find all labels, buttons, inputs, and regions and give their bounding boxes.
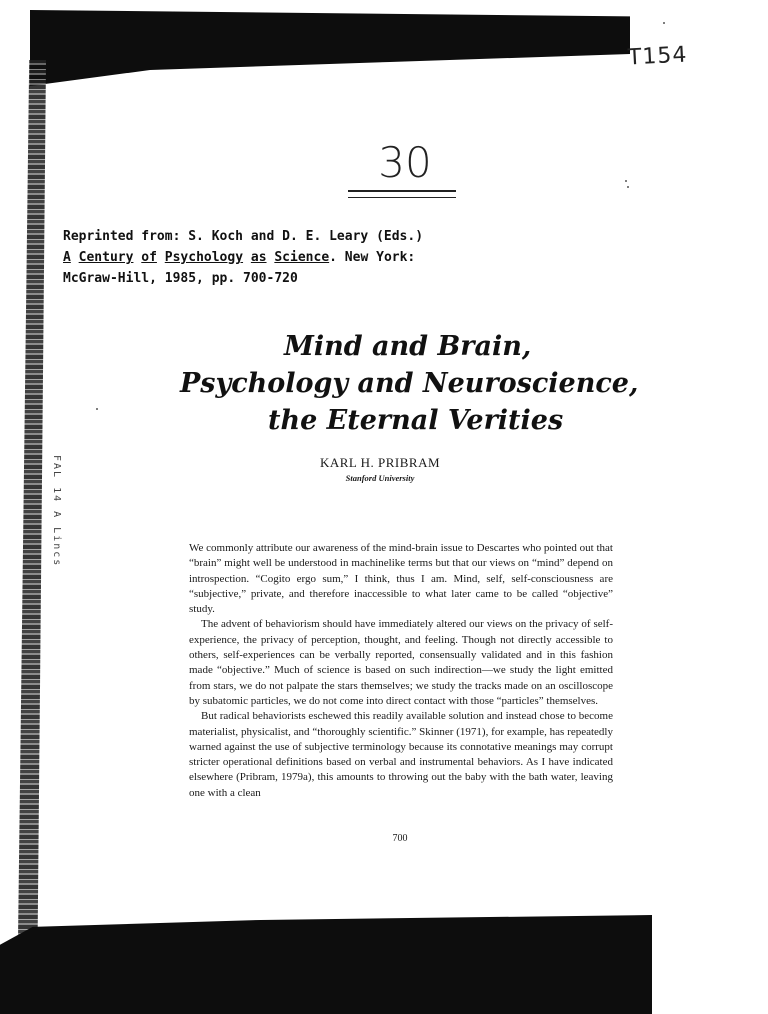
scan-speck bbox=[627, 186, 629, 188]
paragraph: The advent of behaviorism should have immediately altered our views on the privacy of self-experience, the privacy of perception, thought, and feeling. Though not directly accessible to others, self-experiences can be verbally reported, consensually validated and in this fashion made “objective.” Much of science is based on such indirection—we study the light emitted from stars, we do not palpate the stars themselves; we study the tracks made on an oscilloscope by subatomic particles, we do not come into direct contact with those “particles” themselves. bbox=[189, 618, 613, 707]
paragraph: We commonly attribute our awareness of the mind-brain issue to Descartes who pointed out that “brain” might well be understood in machinelike terms but that our views on “mind” depend on introspection. “Cogito ergo sum,” I think, thus I am. Mind, self, self-consciousness are “subjective,” private, and therefore inaccessible to what later came to be called “objective” study. bbox=[189, 542, 613, 616]
scan-border-top bbox=[30, 10, 630, 90]
page-number: 700 bbox=[392, 833, 408, 844]
chapter-number: 30 bbox=[378, 138, 432, 187]
title-line-2: Psychology and Neuroscience, bbox=[180, 368, 639, 399]
scan-speck bbox=[625, 180, 627, 182]
paragraph: But radical behaviorists eschewed this readily available solution and instead chose to become materialist, physicalist, and “thoroughly scientific.” Skinner (1971), for example, has repeatedly warned against the use of subjective terminology because its connotative meanings may corrupt stricter operational definitions based on verbal and instrumental behaviors. As I have indicated elsewhere (Pribram, 1979a), this amounts to throwing out the baby with the bath water, leaving one with a clean bbox=[189, 710, 613, 799]
book-title-word: as bbox=[250, 250, 267, 265]
book-title-word: of bbox=[141, 250, 157, 265]
reprint-publisher-city: . New York: bbox=[329, 250, 416, 265]
book-title-word: A bbox=[63, 250, 71, 265]
reprint-citation bbox=[63, 226, 483, 289]
article-title bbox=[180, 328, 639, 439]
side-margin-stamp: FAL 14 A Lincs bbox=[51, 455, 62, 568]
title-line-3: the Eternal Verities bbox=[268, 405, 564, 436]
book-title-word: Science bbox=[274, 250, 330, 265]
scan-border-left bbox=[18, 60, 46, 940]
chapter-rule bbox=[348, 190, 456, 198]
body-text bbox=[189, 541, 613, 801]
reprint-line-1: Reprinted from: S. Koch and D. E. Leary (Eds.) bbox=[63, 229, 424, 244]
author-affiliation: Stanford University bbox=[345, 473, 415, 483]
reprint-line-3: McGraw-Hill, 1985, pp. 700-720 bbox=[63, 271, 298, 286]
title-line-1: Mind and Brain, bbox=[284, 331, 532, 362]
scan-speck bbox=[96, 408, 98, 410]
author-name: KARL H. PRIBRAM bbox=[319, 455, 441, 470]
book-title-word: Century bbox=[78, 250, 134, 265]
reprint-line-2 bbox=[63, 247, 483, 268]
scan-border-bottom bbox=[0, 915, 652, 1014]
scan-speck bbox=[663, 22, 665, 24]
handwritten-note: T154 bbox=[627, 42, 689, 71]
book-title-word: Psychology bbox=[164, 250, 244, 265]
